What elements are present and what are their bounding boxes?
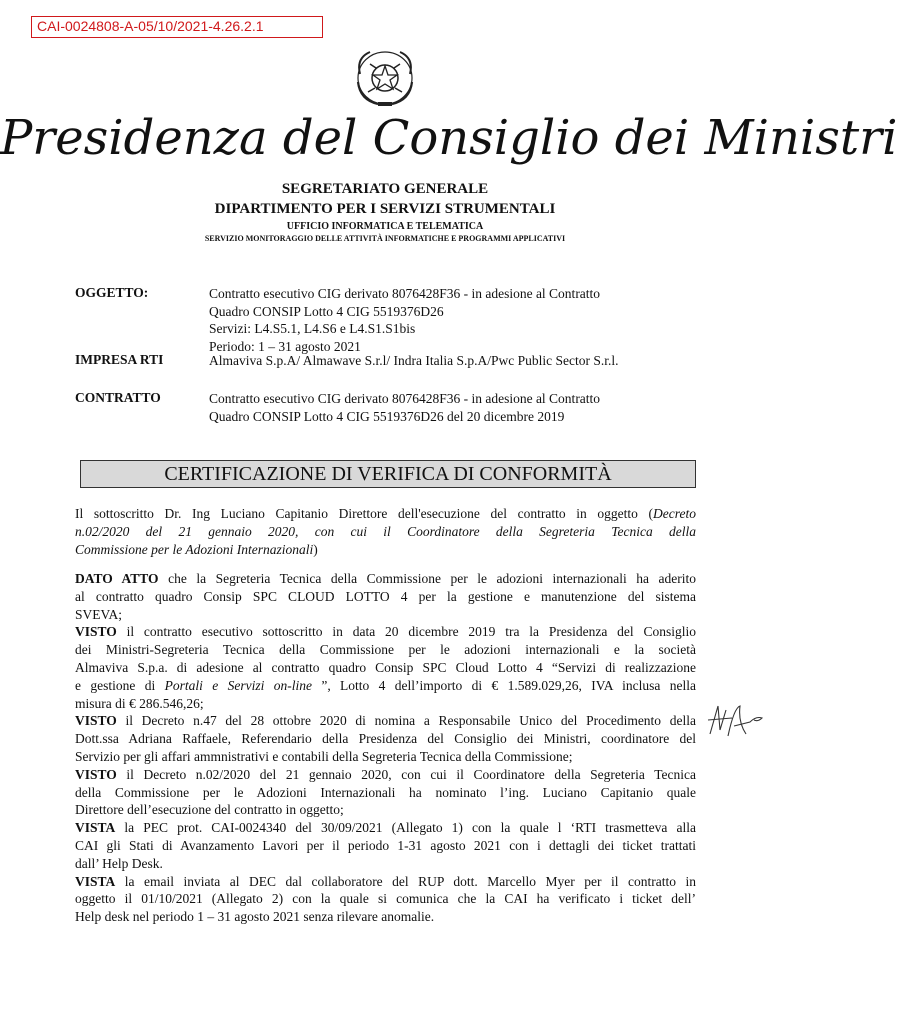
intro-text: )	[313, 541, 318, 557]
body-line: Dott.ssa Adriana Raffaele, Referendario della Presidenza del Consiglio dei Ministri, coordinatore del	[75, 731, 696, 747]
oggetto-label: OGGETTO:	[75, 285, 149, 300]
body-line: dei Ministri-Segreteria Tecnica della Commissione per le adozioni internazionali e la società	[75, 642, 696, 658]
body-line: Direttore dell’esecuzione del contratto in oggetto;	[75, 802, 344, 818]
body-line: Almaviva S.p.a. di adesione al contratto quadro Consip SPC Cloud Lotto 4 “Servizi di realizzazione	[75, 659, 696, 675]
contratto-line: Quadro CONSIP Lotto 4 CIG 5519376D26 del 20 dicembre 2019	[209, 408, 565, 424]
body-line: oggetto il 01/10/2021 (Allegato 2) con la quale si comunica che la CAI ha verificato i ticket dell’	[75, 891, 696, 907]
signature-initials-icon	[704, 700, 764, 742]
body-line: che la Segreteria Tecnica della Commissione per le adozioni internazionali ha aderito	[158, 571, 697, 586]
presidenza-heading: Presidenza del Consiglio dei Ministri	[0, 110, 897, 166]
oggetto-line: Servizi: L4.S5.1, L4.S6 e L4.S1.S1bis	[209, 321, 416, 336]
intro-decree: n.02/2020 del 21 gennaio 2020, con cui il Coordinatore della Segreteria Tecnica della	[75, 523, 696, 539]
keyword-vista: VISTA	[75, 820, 116, 836]
oggetto-line: Contratto esecutivo CIG derivato 8076428F36 - in adesione al Contratto	[209, 286, 601, 301]
italian-republic-emblem-icon	[348, 44, 422, 110]
intro-paragraph	[75, 505, 696, 558]
body-line: e gestione di	[75, 677, 165, 693]
body-line: SVEVA;	[75, 606, 123, 622]
contratto-line: Contratto esecutivo CIG derivato 8076428F36 - in adesione al Contratto	[209, 391, 601, 406]
body-line: dall’ Help Desk.	[75, 855, 163, 871]
body-line: ”, Lotto 4 dell’importo di € 1.589.029,26, IVA inclusa nella	[311, 677, 696, 693]
oggetto-value	[209, 285, 600, 355]
oggetto-line: Periodo: 1 – 31 agosto 2021	[209, 338, 361, 354]
keyword-visto: VISTO	[75, 624, 117, 640]
department-line-1: SEGRETARIATO GENERALE	[281, 181, 489, 197]
body-line: il Decreto n.02/2020 del 21 gennaio 2020, con cui il Coordinatore della Segreteria Tecnica	[116, 766, 696, 782]
intro-text: Il sottoscritto Dr. Ing Luciano Capitanio Direttore dell'esecuzione del contratto in oggetto (	[75, 506, 654, 521]
protocol-stamp: CAI-0024808-A-05/10/2021-4.26.2.1	[31, 16, 323, 38]
keyword-dato-atto: DATO ATTO	[75, 571, 159, 586]
body-text	[75, 570, 696, 926]
body-line: misura di € 286.546,26;	[75, 695, 204, 711]
department-line-2: DIPARTIMENTO PER I SERVIZI STRUMENTALI	[214, 201, 556, 217]
contratto-value	[209, 390, 600, 425]
keyword-vista: VISTA	[75, 873, 116, 889]
impresa-value: Almaviva S.p.A/ Almawave S.r.l/ Indra Italia S.p.A/Pwc Public Sector S.r.l.	[209, 353, 619, 368]
contratto-label: CONTRATTO	[75, 390, 161, 405]
keyword-visto: VISTO	[75, 766, 117, 782]
body-line: la email inviata al DEC dal collaboratore del RUP dott. Marcello Myer per il contratto in	[115, 873, 696, 889]
department-line-4: SERVIZIO MONITORAGGIO DELLE ATTIVITÀ INFORMATICHE E PROGRAMMI APPLICATIVI	[204, 234, 566, 243]
body-line: Servizio per gli affari ammnistrativi e contabili della Segreteria Tecnica della Commissione;	[75, 748, 573, 764]
certificate-title: CERTIFICAZIONE DI VERIFICA DI CONFORMITÀ	[80, 460, 696, 488]
intro-decree: Commissione per le Adozioni Internazionali	[75, 541, 314, 557]
body-line: CAI gli Stati di Avanzamento Lavori per il periodo 1-31 agosto 2021 con i dettagli dei ticket trattati	[75, 837, 696, 853]
impresa-label: IMPRESA RTI	[75, 352, 164, 367]
body-line: al contratto quadro Consip SPC CLOUD LOTTO 4 per la gestione e manutenzione del sistema	[75, 588, 696, 604]
keyword-visto: VISTO	[75, 713, 117, 729]
intro-decree: Decreto	[653, 506, 696, 521]
portali-italic: Portali e Servizi on-line	[164, 677, 312, 693]
body-line: Help desk nel periodo 1 – 31 agosto 2021 senza rilevare anomalie.	[75, 909, 435, 925]
department-line-3: UFFICIO INFORMATICA E TELEMATICA	[286, 221, 484, 232]
body-line: il Decreto n.47 del 28 ottobre 2020 di nomina a Responsabile Unico del Procedimento della	[116, 713, 696, 729]
body-line: il contratto esecutivo sottoscritto in data 20 dicembre 2019 tra la Presidenza del Consiglio	[116, 624, 696, 640]
body-line: della Commissione per le Adozioni Internazionali ha nominato l’ing. Luciano Capitanio quale	[75, 784, 696, 800]
body-line: la PEC prot. CAI-0024340 del 30/09/2021 (Allegato 1) con la quale l ‘RTI trasmetteva alla	[115, 820, 696, 836]
oggetto-line: Quadro CONSIP Lotto 4 CIG 5519376D26	[209, 303, 444, 319]
